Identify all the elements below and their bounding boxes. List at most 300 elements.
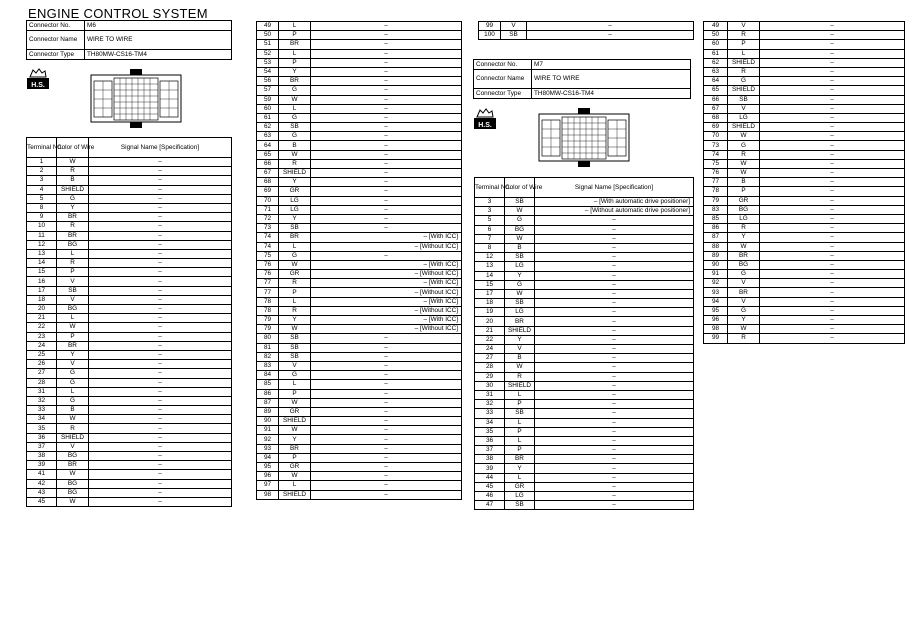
signal-cell: – (535, 473, 694, 482)
connector-no-label: Connector No. (27, 21, 85, 31)
color-cell: SHIELD (57, 433, 89, 442)
table-row (257, 169, 462, 178)
terminal-cell: 1 (27, 158, 57, 167)
terminal-table-col3a (478, 21, 694, 40)
terminal-cell: 95 (704, 306, 728, 315)
terminal-cell: 54 (257, 67, 279, 76)
table-row (257, 398, 462, 407)
signal-cell: – (89, 305, 232, 314)
color-cell: G (57, 396, 89, 405)
color-cell: P (505, 400, 535, 409)
signal-cell: – (89, 259, 232, 268)
table-row (27, 203, 232, 212)
signal-cell: – [With ICC] (311, 316, 462, 325)
color-cell: GR (279, 407, 311, 416)
terminal-cell: 20 (475, 317, 505, 326)
table-row (475, 501, 694, 510)
signal-cell: – (89, 286, 232, 295)
table-row (27, 295, 232, 304)
table-row (704, 49, 905, 58)
terminal-cell: 39 (475, 464, 505, 473)
color-cell: R (728, 150, 760, 159)
table-row (257, 77, 462, 86)
signal-cell: – (760, 270, 905, 279)
page-title: ENGINE CONTROL SYSTEM (28, 6, 208, 21)
color-cell: V (501, 22, 527, 31)
terminal-cell: 53 (257, 58, 279, 67)
terminal-cell: 45 (475, 482, 505, 491)
color-cell: GR (279, 270, 311, 279)
color-cell: LG (279, 205, 311, 214)
color-cell: R (728, 334, 760, 343)
signal-cell: – (89, 488, 232, 497)
color-cell: SHIELD (728, 58, 760, 67)
color-cell: R (57, 222, 89, 231)
color-cell: BR (57, 231, 89, 240)
terminal-cell: 24 (475, 345, 505, 354)
terminal-cell: 93 (704, 288, 728, 297)
color-cell: Y (279, 316, 311, 325)
terminal-cell: 77 (257, 279, 279, 288)
terminal-cell: 22 (475, 335, 505, 344)
terminal-cell: 62 (257, 123, 279, 132)
terminal-cell: 98 (704, 325, 728, 334)
terminal-cell: 60 (704, 40, 728, 49)
table-row (257, 233, 462, 242)
color-cell: G (57, 194, 89, 203)
terminal-cell: 84 (257, 371, 279, 380)
table-row (27, 452, 232, 461)
color-cell: SB (728, 95, 760, 104)
color-cell: SHIELD (279, 417, 311, 426)
signal-cell: – [Without ICC] (311, 288, 462, 297)
signal-cell: – (760, 233, 905, 242)
table-row (27, 488, 232, 497)
signal-cell: – (760, 297, 905, 306)
signal-cell: – (760, 86, 905, 95)
signal-cell: – [With automatic drive positioner] (535, 198, 694, 207)
table-row (257, 417, 462, 426)
table-row (704, 104, 905, 113)
signal-cell: – [With ICC] (311, 233, 462, 242)
terminal-cell: 18 (27, 295, 57, 304)
terminal-cell: 14 (475, 271, 505, 280)
signal-cell: – (760, 104, 905, 113)
table-row (27, 185, 232, 194)
connector-type-label: Connector Type (27, 50, 85, 60)
signal-cell: – (535, 446, 694, 455)
signal-cell: – (760, 123, 905, 132)
color-cell: W (57, 323, 89, 332)
signal-cell: – (89, 461, 232, 470)
color-cell: SB (501, 31, 527, 40)
table-row (27, 194, 232, 203)
color-cell: G (279, 132, 311, 141)
signal-cell: – (311, 22, 462, 31)
terminal-cell: 11 (27, 231, 57, 240)
color-cell: SHIELD (57, 185, 89, 194)
color-cell: R (279, 279, 311, 288)
signal-cell: – (311, 251, 462, 260)
color-cell: W (57, 470, 89, 479)
terminal-cell: 41 (27, 470, 57, 479)
table-row (257, 380, 462, 389)
color-cell: V (57, 442, 89, 451)
signal-cell: – (311, 444, 462, 453)
color-cell: W (505, 207, 535, 216)
table-row (704, 141, 905, 150)
signal-cell: – (760, 141, 905, 150)
table-row (704, 325, 905, 334)
table-row (27, 213, 232, 222)
color-cell: B (505, 354, 535, 363)
color-cell: B (728, 178, 760, 187)
signal-cell: – (89, 452, 232, 461)
table-row (257, 444, 462, 453)
table-row (475, 354, 694, 363)
terminal-cell: 79 (704, 196, 728, 205)
terminal-cell: 35 (27, 424, 57, 433)
terminal-cell: 15 (475, 280, 505, 289)
signal-cell: – (311, 169, 462, 178)
signal-cell: – (760, 334, 905, 343)
table-row (257, 49, 462, 58)
color-cell: BR (279, 40, 311, 49)
terminal-cell: 9 (27, 213, 57, 222)
color-cell: BR (57, 341, 89, 350)
signal-cell: – (89, 332, 232, 341)
color-header: Color of Wire (57, 138, 89, 158)
table-row (257, 187, 462, 196)
signal-cell: – (535, 363, 694, 372)
table-row (475, 280, 694, 289)
color-cell: SB (505, 409, 535, 418)
table-row (475, 464, 694, 473)
signal-cell: – (311, 481, 462, 490)
color-cell: Y (279, 435, 311, 444)
signal-cell: – (311, 196, 462, 205)
table-row (257, 463, 462, 472)
color-cell: SHIELD (279, 169, 311, 178)
terminal-cell: 94 (257, 453, 279, 462)
table-row (475, 492, 694, 501)
color-cell: BG (57, 488, 89, 497)
signal-cell: – (311, 58, 462, 67)
color-cell: Y (728, 316, 760, 325)
table-row (475, 271, 694, 280)
signal-cell: – (760, 31, 905, 40)
terminal-cell: 64 (257, 141, 279, 150)
color-cell: V (728, 22, 760, 31)
color-cell: G (728, 270, 760, 279)
color-cell: L (57, 249, 89, 258)
color-cell: G (505, 280, 535, 289)
signal-cell: – (535, 455, 694, 464)
signal-cell: – (535, 271, 694, 280)
color-cell: R (279, 159, 311, 168)
terminal-cell: 76 (257, 260, 279, 269)
terminal-cell: 18 (475, 299, 505, 308)
table-row (257, 490, 462, 499)
terminal-cell: 19 (475, 308, 505, 317)
terminal-cell: 4 (27, 185, 57, 194)
color-cell: W (57, 415, 89, 424)
terminal-cell: 17 (475, 289, 505, 298)
table-row (475, 308, 694, 317)
terminal-cell: 57 (257, 86, 279, 95)
color-cell: SB (279, 343, 311, 352)
signal-cell: – (89, 424, 232, 433)
table-row (475, 289, 694, 298)
signal-cell: – (760, 169, 905, 178)
color-cell: Y (279, 178, 311, 187)
color-cell: SB (505, 198, 535, 207)
signal-cell: – (535, 243, 694, 252)
table-row (257, 288, 462, 297)
signal-cell: – (311, 426, 462, 435)
signal-cell: – (760, 251, 905, 260)
terminal-cell: 75 (257, 251, 279, 260)
signal-cell: – (760, 316, 905, 325)
signal-cell: – (311, 435, 462, 444)
m7-table-header (474, 177, 694, 198)
color-cell: SB (279, 123, 311, 132)
table-row (257, 481, 462, 490)
table-row (475, 409, 694, 418)
table-row (475, 436, 694, 445)
table-row (475, 326, 694, 335)
table-row (257, 104, 462, 113)
terminal-cell: 64 (704, 77, 728, 86)
table-row (27, 360, 232, 369)
color-cell: L (505, 473, 535, 482)
terminal-cell: 87 (704, 233, 728, 242)
table-row (27, 461, 232, 470)
table-row (704, 77, 905, 86)
terminal-cell: 60 (257, 104, 279, 113)
color-cell: SHIELD (505, 326, 535, 335)
signal-cell: – (89, 396, 232, 405)
terminal-cell: 74 (257, 233, 279, 242)
table-row (475, 482, 694, 491)
table-row (475, 381, 694, 390)
table-row (475, 335, 694, 344)
table-row (257, 159, 462, 168)
signal-cell: – (535, 482, 694, 491)
terminal-cell: 33 (475, 409, 505, 418)
color-cell: W (279, 426, 311, 435)
color-cell: L (505, 390, 535, 399)
color-cell: R (728, 31, 760, 40)
color-cell: SB (57, 286, 89, 295)
table-row (27, 231, 232, 240)
color-cell: Y (57, 350, 89, 359)
terminal-cell: 42 (27, 479, 57, 488)
table-row (704, 205, 905, 214)
signal-cell: – (760, 214, 905, 223)
table-row (475, 253, 694, 262)
signal-cell: – (535, 326, 694, 335)
table-row (475, 345, 694, 354)
signal-cell: – (311, 361, 462, 370)
signal-cell: – (760, 40, 905, 49)
terminal-cell: 46 (475, 492, 505, 501)
table-row (704, 297, 905, 306)
color-cell: SB (505, 299, 535, 308)
signal-cell: – (89, 194, 232, 203)
table-row (257, 371, 462, 380)
terminal-cell: 69 (257, 187, 279, 196)
signal-cell: – (760, 178, 905, 187)
color-cell: L (279, 242, 311, 251)
signal-cell: – (535, 501, 694, 510)
table-row (27, 341, 232, 350)
terminal-cell: 65 (704, 86, 728, 95)
signal-cell: – (760, 77, 905, 86)
signal-cell: – (311, 389, 462, 398)
signal-cell: – (535, 427, 694, 436)
table-row (704, 260, 905, 269)
color-cell: W (279, 95, 311, 104)
color-cell: BR (728, 288, 760, 297)
table-row (479, 31, 694, 40)
terminal-cell: 51 (257, 40, 279, 49)
signal-cell: – (311, 95, 462, 104)
color-cell: SHIELD (279, 490, 311, 499)
signal-cell: – (760, 95, 905, 104)
signal-cell: – (760, 113, 905, 122)
table-row (475, 216, 694, 225)
color-cell: P (505, 427, 535, 436)
signal-cell: – (535, 464, 694, 473)
signal-cell: – (311, 123, 462, 132)
table-row (257, 123, 462, 132)
color-cell: R (728, 224, 760, 233)
table-row (704, 233, 905, 242)
terminal-cell: 86 (704, 224, 728, 233)
connector-name-label: Connector Name (27, 31, 85, 50)
signal-cell: – (535, 354, 694, 363)
color-cell: V (57, 277, 89, 286)
signal-cell: – (311, 371, 462, 380)
signal-cell: – (311, 178, 462, 187)
color-cell: R (728, 67, 760, 76)
terminal-cell: 86 (257, 389, 279, 398)
terminal-cell: 74 (704, 150, 728, 159)
signal-cell: – (760, 196, 905, 205)
connector-no-value: M6 (85, 21, 232, 31)
signal-cell: – (535, 436, 694, 445)
signal-cell: – (89, 185, 232, 194)
signal-cell: – (89, 158, 232, 167)
table-row (704, 40, 905, 49)
terminal-cell: 85 (704, 214, 728, 223)
color-cell: G (728, 306, 760, 315)
table-row (27, 305, 232, 314)
signal-cell: – (535, 299, 694, 308)
color-cell: BG (57, 479, 89, 488)
terminal-cell: 61 (704, 49, 728, 58)
color-cell: V (728, 297, 760, 306)
color-cell: GR (279, 463, 311, 472)
signal-cell: – (535, 409, 694, 418)
signal-cell: – (89, 240, 232, 249)
table-row (257, 435, 462, 444)
terminal-cell: 90 (704, 260, 728, 269)
table-row (257, 407, 462, 416)
table-row (27, 424, 232, 433)
color-cell: BR (279, 233, 311, 242)
color-cell: GR (505, 482, 535, 491)
color-cell: R (57, 167, 89, 176)
color-cell: W (505, 234, 535, 243)
color-cell: P (279, 453, 311, 462)
terminal-cell: 15 (27, 268, 57, 277)
signal-cell: – [Without automatic drive positioner] (535, 207, 694, 216)
color-cell: BR (57, 461, 89, 470)
terminal-cell: 65 (257, 150, 279, 159)
table-row (257, 389, 462, 398)
table-row (27, 240, 232, 249)
terminal-cell: 80 (257, 334, 279, 343)
terminal-cell: 32 (475, 400, 505, 409)
signal-cell: – (760, 187, 905, 196)
color-cell: LG (728, 113, 760, 122)
color-cell: G (728, 141, 760, 150)
signal-cell: – [With ICC] (311, 297, 462, 306)
table-row (257, 150, 462, 159)
color-cell: L (279, 104, 311, 113)
terminal-cell: 92 (257, 435, 279, 444)
terminal-cell: 39 (27, 461, 57, 470)
color-cell: G (279, 251, 311, 260)
signal-cell: – (89, 406, 232, 415)
signal-cell: – [With ICC] (311, 260, 462, 269)
terminal-cell: 21 (27, 314, 57, 323)
color-cell: W (728, 159, 760, 168)
hs-label: H.S. (478, 122, 492, 129)
terminal-cell: 68 (704, 113, 728, 122)
terminal-cell: 67 (704, 104, 728, 113)
color-cell: W (57, 158, 89, 167)
terminal-cell: 66 (704, 95, 728, 104)
color-cell: W (505, 289, 535, 298)
signal-cell: – (311, 141, 462, 150)
table-row (704, 159, 905, 168)
table-row (704, 316, 905, 325)
color-cell: W (728, 132, 760, 141)
color-cell: R (57, 259, 89, 268)
signal-cell: – (311, 86, 462, 95)
signal-cell: – (311, 150, 462, 159)
terminal-cell: 50 (704, 31, 728, 40)
signal-cell: – (311, 187, 462, 196)
signal-cell: – (535, 253, 694, 262)
terminal-cell: 85 (257, 380, 279, 389)
terminal-cell: 89 (257, 407, 279, 416)
table-row (704, 113, 905, 122)
signal-cell: – (760, 159, 905, 168)
terminal-cell: 78 (257, 297, 279, 306)
signal-cell: – (311, 113, 462, 122)
color-cell: BR (728, 251, 760, 260)
terminal-cell: 78 (704, 187, 728, 196)
color-cell: W (279, 472, 311, 481)
color-cell: P (505, 446, 535, 455)
signal-cell: – (760, 224, 905, 233)
color-cell: L (57, 314, 89, 323)
table-row (27, 497, 232, 506)
